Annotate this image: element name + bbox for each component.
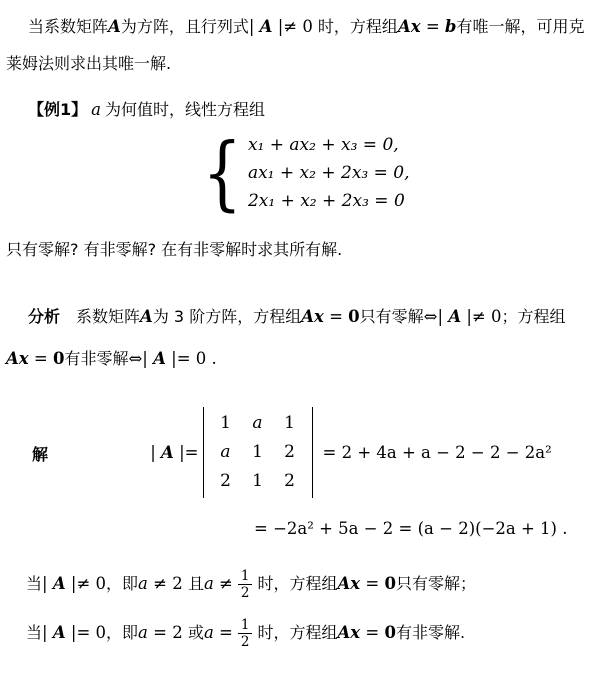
- intro-text: 当系数矩阵: [28, 17, 109, 36]
- case-text: 时，方程组: [257, 623, 338, 642]
- case-text: 当: [26, 623, 43, 642]
- det-bar: |: [42, 574, 53, 593]
- det-bar: |: [42, 623, 53, 642]
- question-text: 只有零解? 有非零解? 在有非零解时求其所有解.: [6, 240, 343, 259]
- iff-symbol: ⇔|: [423, 307, 449, 326]
- case-text: ，即: [106, 574, 139, 593]
- det-bar: |: [248, 17, 260, 36]
- equation-system: [6, 124, 606, 220]
- system-equation: x₁ + ax₂ + x₃ = 0,: [247, 135, 399, 155]
- case-nonzero-det: [26, 568, 606, 601]
- det-condition: |≠ 0: [461, 307, 502, 326]
- case-text: ，即: [106, 623, 139, 642]
- a-variable: a: [138, 623, 148, 642]
- analysis-text: 为 3 阶方阵，方程组: [152, 307, 302, 326]
- analysis-label: 分析: [28, 307, 61, 326]
- case-text: 只有零解；: [395, 574, 476, 593]
- condition-value: ≠ 2: [147, 574, 188, 593]
- intro-text: 为方阵，且行列式: [120, 17, 249, 36]
- det-bar: |: [150, 442, 162, 462]
- equals-sign: =: [360, 623, 385, 642]
- det-cell: 2: [284, 441, 295, 462]
- analysis-text: 系数矩阵: [76, 307, 141, 326]
- solution-label: 解: [32, 445, 49, 464]
- Ax-symbol: Ax: [337, 574, 361, 593]
- example-heading: [6, 98, 606, 122]
- zero-symbol: 0: [348, 307, 360, 326]
- equals-sign: =: [360, 574, 385, 593]
- equation-list: [248, 131, 410, 215]
- case-text: 或: [187, 623, 204, 642]
- analysis-paragraph: [6, 296, 606, 380]
- det-cell: a: [252, 412, 263, 433]
- a-variable: a: [203, 623, 214, 642]
- det-cell: 1: [220, 412, 231, 433]
- matrix-A-symbol: A: [161, 442, 174, 462]
- iff-symbol: ⇔|: [128, 349, 154, 368]
- system-equation: ax₁ + x₂ + 2x₃ = 0,: [247, 163, 410, 183]
- det-condition: |≠ 0: [65, 574, 107, 593]
- det-cell: 2: [220, 470, 231, 491]
- matrix-A-symbol: A: [108, 17, 121, 36]
- condition-value: = 2: [147, 623, 188, 642]
- det-condition: |= 0: [65, 623, 107, 642]
- case-text: 有非零解.: [395, 623, 466, 642]
- one-half-fraction: [238, 617, 253, 650]
- intro-text: 时，方程组: [312, 17, 398, 36]
- zero-symbol: 0: [384, 574, 396, 593]
- intro-text: 莱姆法则求出其唯一解.: [6, 54, 172, 73]
- det-expansion: = 2 + 4a + a − 2 − 2 − 2a²: [322, 442, 552, 462]
- Ax-symbol: Ax: [301, 307, 324, 326]
- matrix-A-symbol: A: [153, 349, 166, 368]
- determinant-equation: [150, 407, 552, 498]
- det-cell: 1: [284, 412, 295, 433]
- det-cell: 1: [252, 441, 263, 462]
- case-text: 且: [187, 574, 204, 593]
- system-equation: 2x₁ + x₂ + 2x₃ = 0: [247, 191, 405, 211]
- analysis-text: 有非零解: [64, 349, 129, 368]
- zero-symbol: 0: [384, 623, 396, 642]
- a-variable: a: [138, 574, 148, 593]
- matrix-A-symbol: A: [140, 307, 153, 326]
- equals-sign: =: [28, 349, 53, 368]
- case-zero-det: [26, 617, 606, 650]
- matrix-A-symbol: A: [52, 574, 66, 593]
- analysis-text: 只有零解: [359, 307, 424, 326]
- b-symbol: b: [444, 17, 457, 36]
- equals-sign: =: [420, 17, 445, 36]
- equals-sign: =: [323, 307, 349, 326]
- factored-expression: = −2a² + 5a − 2 = (a − 2)(−2a + 1) .: [254, 519, 568, 538]
- a-variable: a: [203, 574, 214, 593]
- relation-sign: ≠: [213, 574, 233, 593]
- det-cell: 1: [252, 470, 263, 491]
- fraction-numerator: 1: [238, 568, 253, 585]
- zero-symbol: 0: [52, 349, 65, 368]
- intro-text: 有唯一解，可用克: [456, 17, 585, 36]
- example-text: 为何值时，线性方程组: [104, 100, 265, 119]
- case-text: 当: [26, 574, 43, 593]
- Ax-symbol: Ax: [6, 349, 29, 368]
- det-cell: 2: [284, 470, 295, 491]
- det-condition: |= 0 .: [165, 349, 217, 368]
- matrix-A-symbol: A: [52, 623, 66, 642]
- case-text: 时，方程组: [257, 574, 338, 593]
- analysis-text: ；方程组: [501, 307, 566, 326]
- a-variable: a: [91, 100, 101, 119]
- determinant-matrix: [203, 407, 313, 498]
- fraction-numerator: 1: [238, 617, 253, 634]
- one-half-fraction: [238, 568, 253, 601]
- system-brace: {: [202, 124, 242, 220]
- matrix-A-symbol: A: [259, 17, 273, 36]
- det-condition: |≠ 0: [272, 17, 313, 36]
- det-cell: a: [220, 441, 231, 462]
- intro-paragraph: [6, 8, 606, 82]
- det-equals: |=: [173, 442, 199, 462]
- Ax-symbol: Ax: [337, 623, 361, 642]
- matrix-A-symbol: A: [448, 307, 462, 326]
- solution-block: [6, 404, 606, 500]
- example-label: 【例1】: [28, 100, 88, 119]
- relation-sign: =: [213, 623, 233, 642]
- fraction-denominator: 2: [240, 585, 250, 601]
- Ax-symbol: Ax: [397, 17, 421, 36]
- fraction-denominator: 2: [240, 634, 250, 650]
